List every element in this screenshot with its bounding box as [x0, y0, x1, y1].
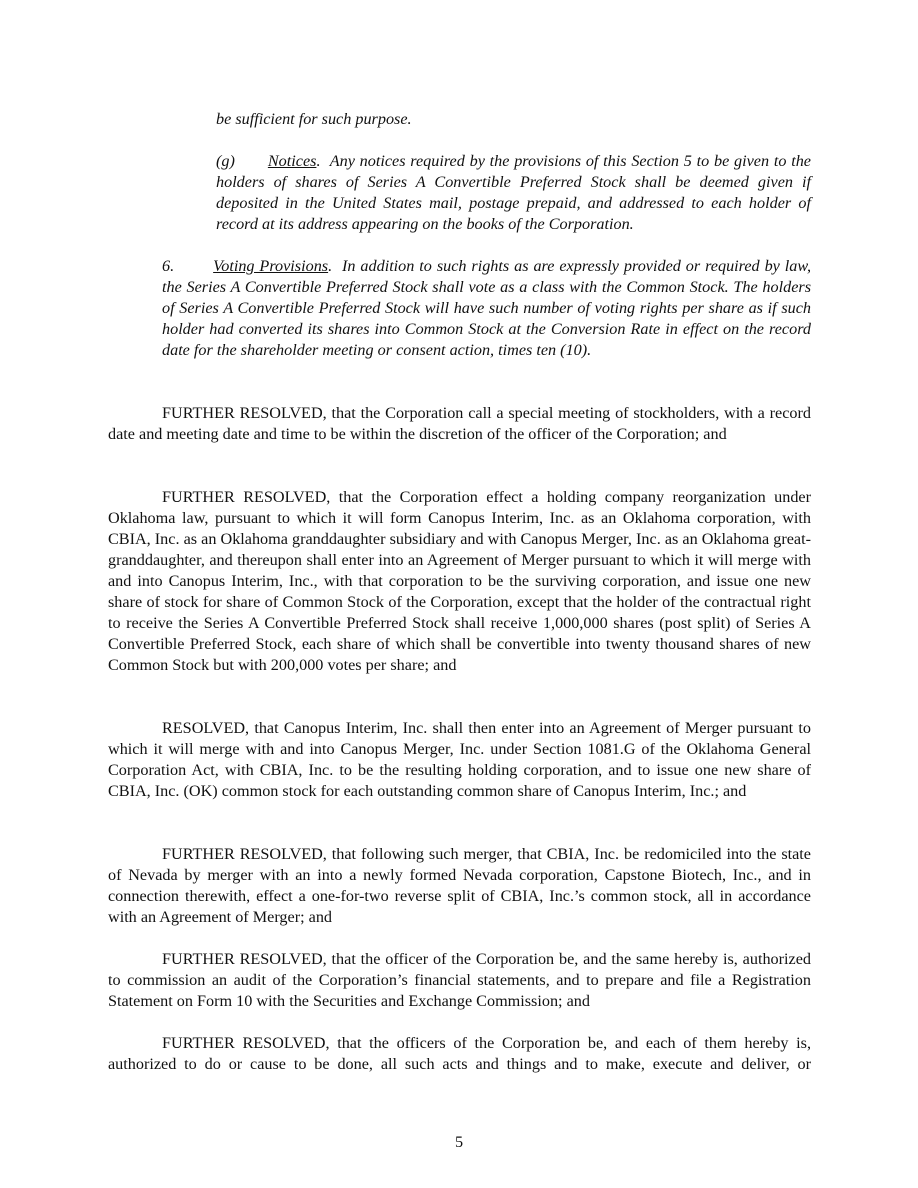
resolution-text: RESOLVED, that Canopus Interim, Inc. shall then enter into an Agreement of Merger pursuant to which it will merge with and into Canopus Merger, Inc. under Section 1081.G of the Oklahoma General Corporation Act, with CBIA, Inc. to be the resulting holding corporation, and to issue one new share of CBIA, Inc. (OK) common stock for each outstanding common share of Canopus Interim, Inc.; and: [108, 719, 811, 800]
resolution-text: FURTHER RESOLVED, that the Corporation call a special meeting of stockholders, with a record date and meeting date and time to be within the discretion of the officer of the Corporation; and: [108, 404, 811, 443]
section-6-label: 6.: [162, 257, 175, 275]
section-6-text: In addition to such rights as are expressly provided or required by law, the Series A Convertible Preferred Stock shall vote as a class with the Common Stock. The holders of Series A Convertible Preferred Stock will have such number of voting rights per share as if such holder had converted its shares into Common Stock at the Conversion Rate in effect on the record date for the shareholder meeting or consent action, times ten (10).: [162, 257, 812, 359]
section-g-text: Any notices required by the provisions of this Section 5 to be given to the holders of shares of Series A Convertible Preferred Stock shall be deemed given if deposited in the United States mail, postage prepaid, and addressed to each holder of record at its address appearing on the books of the Corporation.: [216, 152, 811, 233]
continuation-text: be sufficient for such purpose.: [216, 110, 412, 128]
section-g-notices: (g) Notices. Any notices required by the provisions of this Section 5 to be given to the holders of shares of Series A Convertible Preferred Stock shall be deemed given if deposited in the United States mail, postage prepaid, and addressed to each holder of record at its address appearing on the books of the Corporation.: [216, 152, 811, 233]
section-g-label: (g): [216, 152, 235, 170]
section-6-voting-provisions: 6. Voting Provisions. In addition to such rights as are expressly provided or required by law, the Series A Convertible Preferred Stock shall vote as a class with the Common Stock. The holders of Series A Convertible Preferred Stock will have such number of voting rights per share as if such holder had converted its shares into Common Stock at the Conversion Rate in effect on the record date for the shareholder meeting or consent action, times ten (10).: [162, 257, 812, 359]
resolution-paragraph: [108, 718, 811, 802]
resolution-paragraph: [108, 949, 811, 1012]
resolution-paragraph: [108, 403, 811, 445]
resolution-text: FURTHER RESOLVED, that the Corporation effect a holding company reorganization under Oklahoma law, pursuant to which it will form Canopus Interim, Inc. as an Oklahoma corporation, with CBIA, Inc. as an Oklahoma granddaughter subsidiary and with Canopus Merger, Inc. as an Oklahoma great-granddaughter, and thereupon shall enter into an Agreement of Merger pursuant to which it will merge with and into Canopus Interim, Inc., with that corporation to be the surviving corporation, and issue one new share of stock for share of Common Stock of the Corporation, except that the holder of the contractual right to receive the Series A Convertible Preferred Stock shall receive 1,000,000 shares (post split) of Series A Convertible Preferred Stock, each share of which shall be convertible into twenty thousand shares of new Common Stock but with 200,000 votes per share; and: [108, 488, 811, 674]
resolution-paragraph: [108, 1033, 811, 1075]
page-number: 5: [454, 1133, 464, 1151]
resolution-text: FURTHER RESOLVED, that the officer of the Corporation be, and the same hereby is, authorized to commission an audit of the Corporation’s financial statements, and to prepare and file a Registration Statement on Form 10 with the Securities and Exchange Commission; and: [108, 950, 811, 1010]
resolution-text: FURTHER RESOLVED, that the officers of the Corporation be, and each of them hereby is, authorized to do or cause to be done, all such acts and things and to make, execute and deliver, or: [108, 1034, 811, 1073]
resolution-paragraph: [108, 844, 811, 928]
section-6-heading: Voting Provisions: [213, 257, 329, 275]
resolution-paragraph: [108, 487, 811, 676]
section-g-heading: Notices: [267, 152, 317, 170]
resolution-text: FURTHER RESOLVED, that following such merger, that CBIA, Inc. be redomiciled into the state of Nevada by merger with an into a newly formed Nevada corporation, Capstone Biotech, Inc., and in connection therewith, effect a one-for-two reverse split of CBIA, Inc.’s common stock, all in accordance with an Agreement of Merger; and: [108, 845, 811, 926]
